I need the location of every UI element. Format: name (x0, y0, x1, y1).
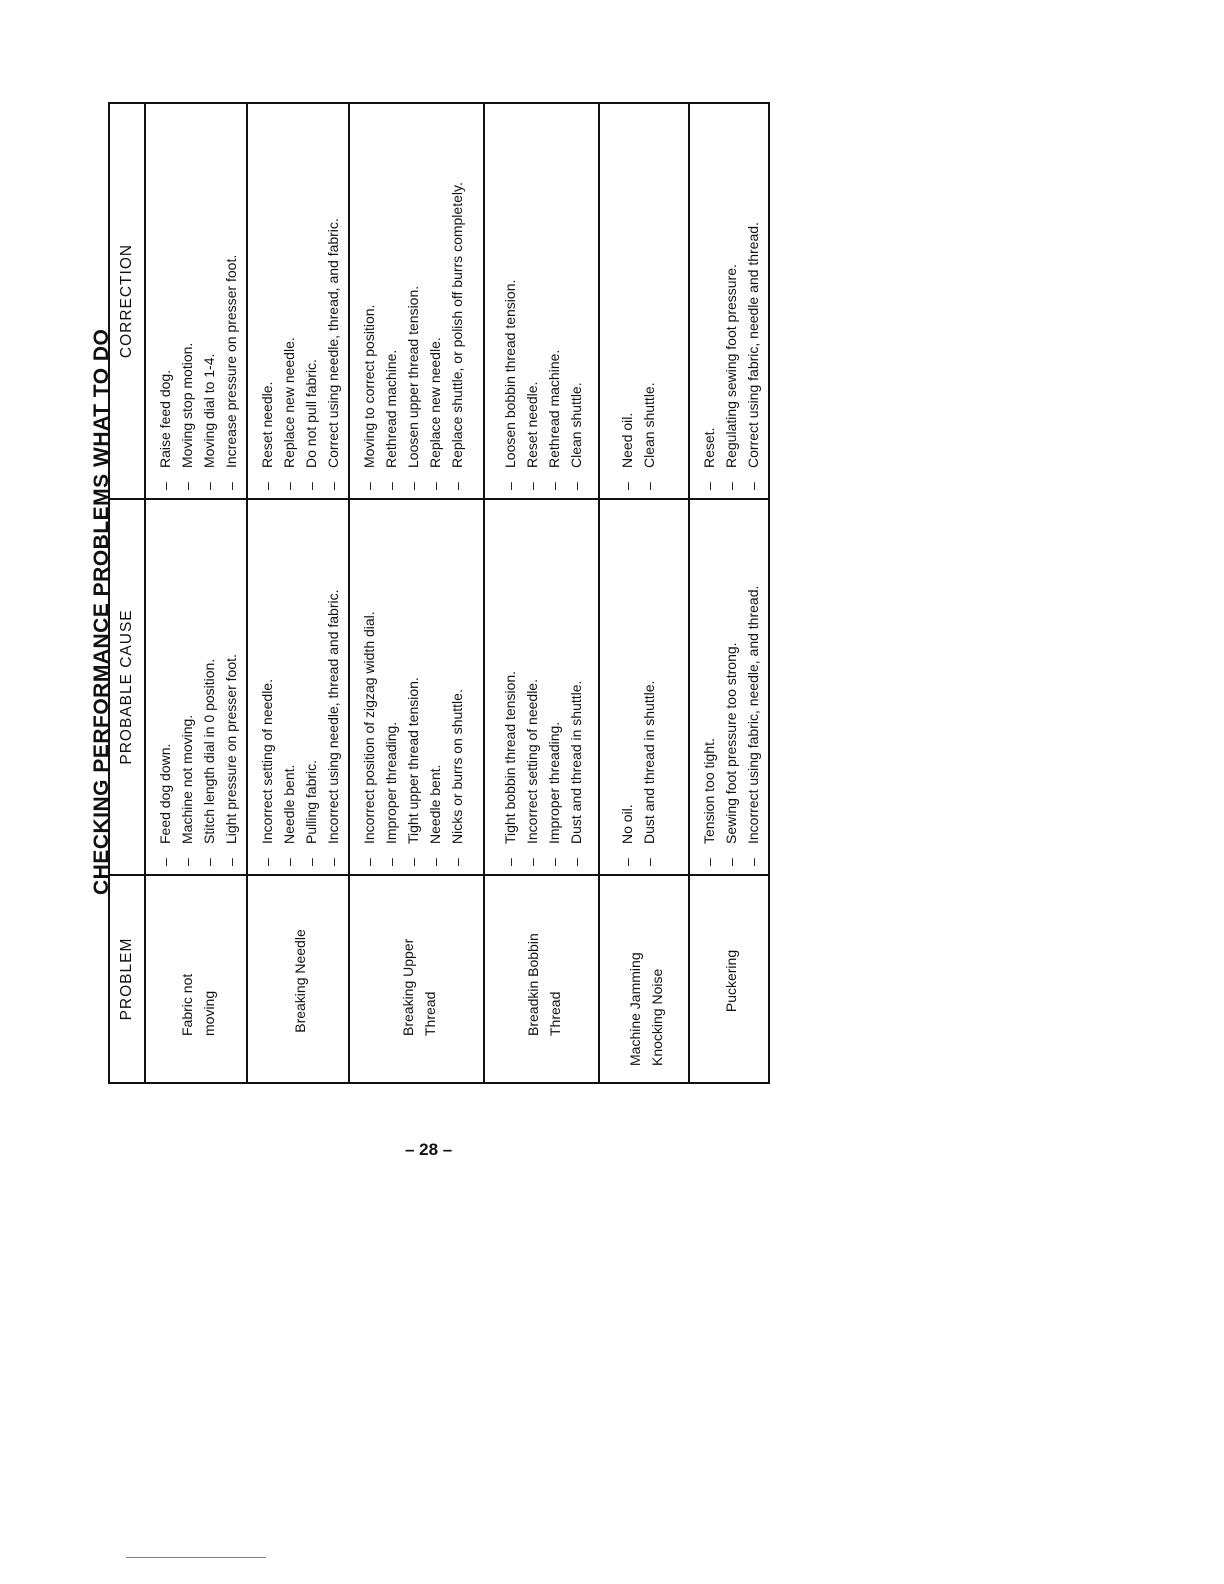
cause-cell (599, 499, 689, 875)
table-row (349, 103, 484, 1083)
list-item: – Sewing foot pressure too strong. (723, 642, 739, 866)
problem-cell: Fabric not moving (145, 875, 247, 1083)
list-item: – Needle bent. (281, 764, 297, 866)
list-item: – Pulling fabric. (303, 759, 319, 866)
list-item: – Loosen bobbin thread tension. (502, 279, 518, 490)
list-item: – Raise feed dog. (157, 369, 173, 490)
list-item: – Incorrect setting of needle. (524, 679, 540, 866)
list-item: – Feed dog down. (157, 743, 173, 866)
list-item: – Improper threading. (546, 721, 562, 866)
problem-cell: Machine Jamming Knocking Noise (599, 875, 689, 1083)
list-item: – Reset needle. (259, 381, 275, 490)
list-item: – Increase pressure on presser foot. (223, 254, 239, 490)
correction-cell (689, 103, 769, 499)
list-item: – Needle bent. (427, 764, 443, 866)
correction-cell (484, 103, 599, 499)
list-item: – Nicks or burrs on shuttle. (449, 689, 465, 866)
list-item: – Moving to correct position. (361, 304, 377, 490)
list-item: – Correct using fabric, needle and thread. (745, 222, 761, 490)
table-row (145, 103, 247, 1083)
list-item: – Stitch length dial in 0 position. (201, 658, 217, 866)
list-item: – Loosen upper thread tension. (405, 285, 421, 490)
list-item: – Need oil. (619, 412, 635, 490)
header-row (109, 103, 145, 1083)
table-row (689, 103, 769, 1083)
list-item: – Machine not moving. (179, 714, 195, 866)
header-correction: CORRECTION (109, 103, 145, 499)
problem-cell: Puckering (689, 875, 769, 1083)
list-item: – Clean shuttle. (641, 382, 657, 490)
list-item: – Dust and thread in shuttle. (568, 680, 584, 866)
cause-cell (349, 499, 484, 875)
list-item: – Regulating sewing foot pressure. (723, 264, 739, 490)
cause-cell (689, 499, 769, 875)
list-item: – Incorrect using needle, thread and fabric. (325, 589, 341, 866)
correction-cell (145, 103, 247, 499)
list-item: – Improper threading. (383, 721, 399, 866)
header-problem: PROBLEM (109, 875, 145, 1083)
cause-cell (247, 499, 349, 875)
list-item: – Rethread machine. (383, 349, 399, 490)
correction-cell (599, 103, 689, 499)
list-item: – Replace shuttle, or polish off burrs completely. (449, 182, 465, 490)
list-item: – Moving dial to 1-4. (201, 353, 217, 490)
list-item: – Tension too tight. (701, 738, 717, 866)
list-item: – Correct using needle, thread, and fabric. (325, 218, 341, 490)
page-title: CHECKING PERFORMANCE PROBLEMS WHAT TO DO (90, 328, 113, 895)
footer-rule (126, 1557, 266, 1558)
troubleshooting-table (108, 102, 770, 1084)
header-probable-cause: PROBABLE CAUSE (109, 499, 145, 875)
list-item: – Tight bobbin thread tension. (502, 670, 518, 866)
list-item: – Moving stop motion. (179, 342, 195, 490)
list-item: – Rethread machine. (546, 349, 562, 490)
list-item: – Incorrect position of zigzag width dial. (361, 611, 377, 866)
table-row (247, 103, 349, 1083)
list-item: – Incorrect setting of needle. (259, 679, 275, 866)
problem-cell: Breaking Needle (247, 875, 349, 1083)
cause-cell (145, 499, 247, 875)
list-item: – Do not pull fabric. (303, 359, 319, 490)
list-item: – Clean shuttle. (568, 382, 584, 490)
list-item: – Reset. (701, 427, 717, 490)
list-item: – Replace new needle. (281, 337, 297, 490)
problem-cell: Breadkin Bobbin Thread (484, 875, 599, 1083)
list-item: – Reset needle. (524, 381, 540, 490)
correction-cell (247, 103, 349, 499)
list-item: – No oil. (619, 804, 635, 866)
troubleshooting-table-container (108, 104, 761, 1084)
table-row (484, 103, 599, 1083)
correction-cell (349, 103, 484, 499)
table-row (599, 103, 689, 1083)
list-item: – Replace new needle. (427, 337, 443, 490)
list-item: – Tight upper thread tension. (405, 677, 421, 866)
cause-cell (484, 499, 599, 875)
problem-cell: Breaking Upper Thread (349, 875, 484, 1083)
list-item: – Incorrect using fabric, needle, and thread. (745, 585, 761, 866)
page-number: – 28 – (405, 1140, 453, 1159)
list-item: – Light pressure on presser foot. (223, 654, 239, 866)
list-item: – Dust and thread in shuttle. (641, 680, 657, 866)
